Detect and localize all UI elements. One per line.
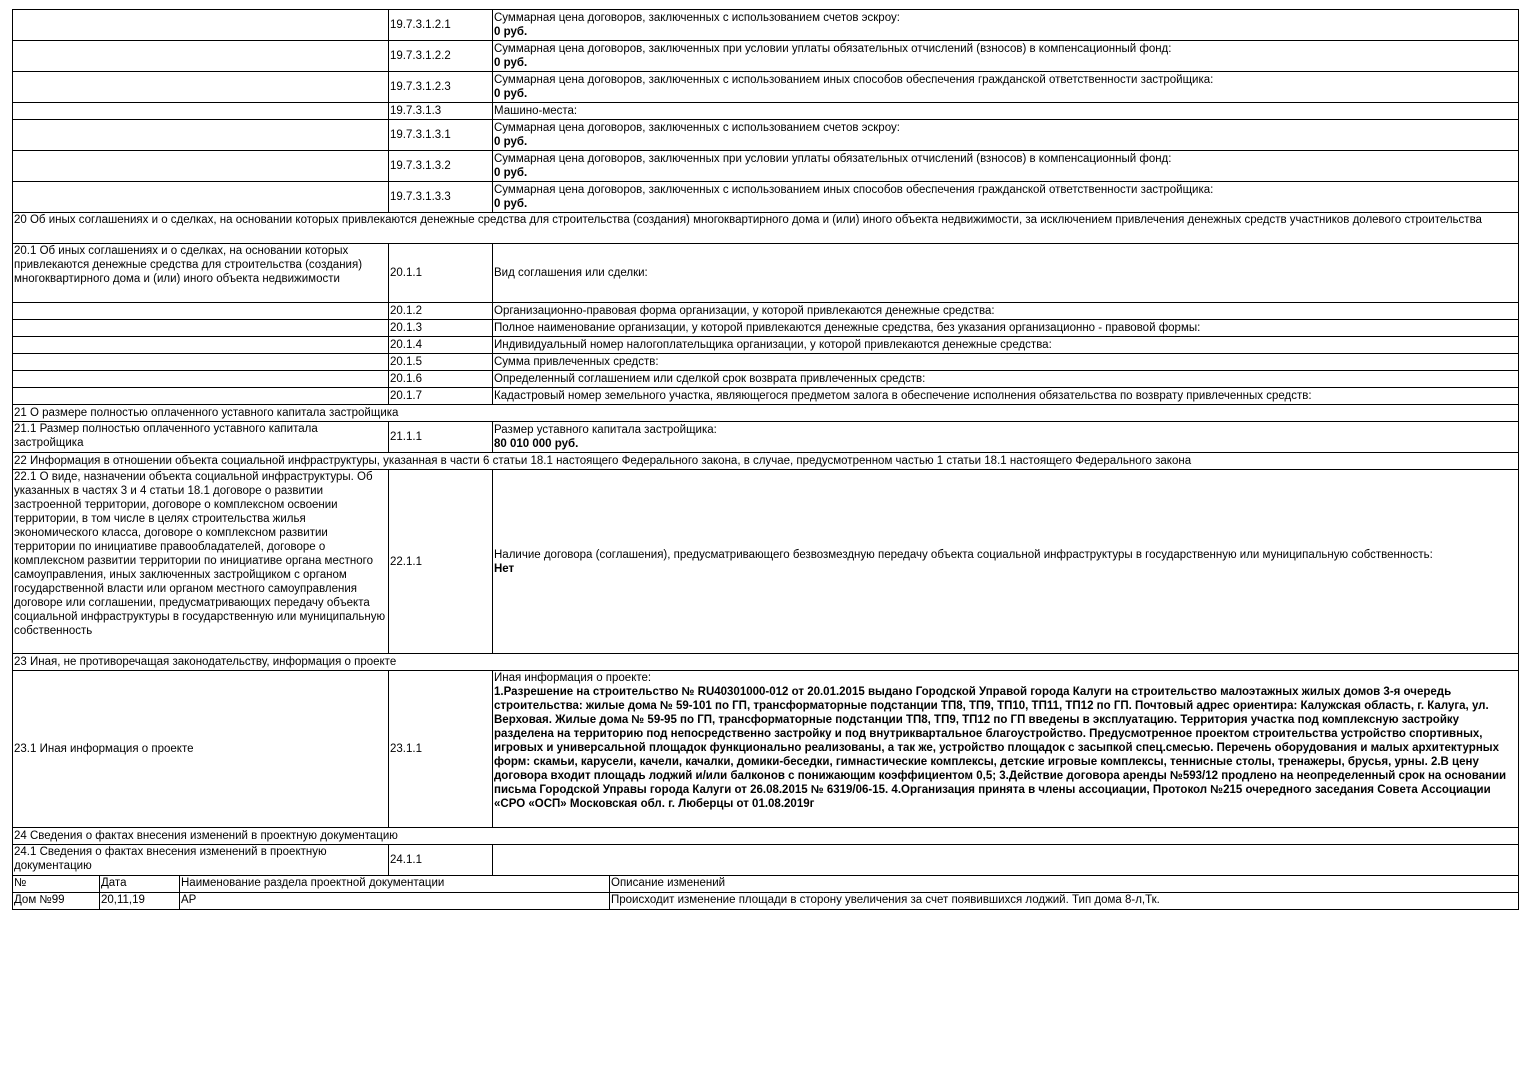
content-cell — [493, 41, 1519, 72]
column-header: Дата — [100, 876, 180, 893]
table-row — [13, 320, 1519, 337]
content-cell — [493, 182, 1519, 213]
content-cell: Полное наименование организации, у которой привлекаются денежные средства, без указания организационно - правовой формы: — [493, 320, 1519, 337]
section-header-row — [13, 213, 1519, 244]
field-text: Суммарная цена договоров, заключенных при условии уплаты обязательных отчислений (взносов) в компенсационный фонд: — [494, 153, 1172, 165]
content-cell — [493, 671, 1519, 828]
label-cell — [13, 41, 389, 72]
table-row — [13, 845, 1519, 876]
code-cell: 19.7.3.1.3.3 — [389, 182, 493, 213]
label-cell — [13, 371, 389, 388]
content-cell: Кадастровый номер земельного участка, являющегося предметом залога в обеспечение исполнения обязательства по возврату привлеченных средств: — [493, 388, 1519, 405]
code-cell: 20.1.1 — [389, 244, 493, 303]
table-row — [13, 470, 1519, 654]
field-value: 0 руб. — [494, 26, 528, 38]
section-23-sublabel: 23.1 Иная информация о проекте — [13, 671, 389, 828]
content-cell: Индивидуальный номер налогоплательщика организации, у которой привлекаются денежные средства: — [493, 337, 1519, 354]
label-cell — [13, 120, 389, 151]
code-cell: 20.1.2 — [389, 303, 493, 320]
field-value: 0 руб. — [494, 88, 528, 100]
table-row — [13, 41, 1519, 72]
content-cell — [493, 10, 1519, 41]
section-24-sublabel: 24.1 Сведения о фактах внесения изменений в проектную документацию — [13, 845, 389, 876]
field-text: Суммарная цена договоров, заключенных с использованием иных способов обеспечения гражданской ответственности застройщика: — [494, 184, 1214, 196]
field-value: 0 руб. — [494, 198, 528, 210]
code-cell: 20.1.5 — [389, 354, 493, 371]
section-22-header: 22 Информация в отношении объекта социальной инфраструктуры, указанная в части 6 статьи 18.1 настоящего Федерального закона, в случае, предусмотренном частью 1 статьи 18.1 настоящего Федерального закона — [13, 453, 1519, 470]
section-21-sublabel: 21.1 Размер полностью оплаченного уставного капитала застройщика — [13, 422, 389, 453]
content-cell — [493, 422, 1519, 453]
content-cell — [493, 470, 1519, 654]
section-20-sublabel: 20.1 Об иных соглашениях и о сделках, на основании которых привлекаются денежные средства для строительства (создания) многоквартирного дома и (или) иного объекта недвижимости — [13, 244, 389, 303]
section-21-header: 21 О размере полностью оплаченного уставного капитала застройщика — [13, 405, 1519, 422]
label-cell — [13, 388, 389, 405]
declaration-table — [12, 9, 1519, 876]
table-row — [13, 671, 1519, 828]
code-cell: 19.7.3.1.3 — [389, 103, 493, 120]
code-cell: 21.1.1 — [389, 422, 493, 453]
table-row — [13, 151, 1519, 182]
section-header-row — [13, 828, 1519, 845]
field-value: 0 руб. — [494, 136, 528, 148]
label-cell — [13, 354, 389, 371]
code-cell: 19.7.3.1.2.1 — [389, 10, 493, 41]
code-cell: 20.1.7 — [389, 388, 493, 405]
table-row — [13, 893, 1519, 910]
content-cell — [493, 120, 1519, 151]
content-cell: Вид соглашения или сделки: — [493, 244, 1519, 303]
code-cell: 20.1.6 — [389, 371, 493, 388]
field-value: 1.Разрешение на строительство № RU40301000-012 от 20.01.2015 выдано Городской Управой города Калуги на строительство малоэтажных жилых домов 3-я очередь строительства: жилые дома № 59-101 по ГП, трансформаторные подстанции ТП8, ТП9, ТП10, ТП11, ТП12 по ГП. Почтовый адрес ориентира: Калужская область, г. Калуга, ул. Верховая. Жилые дома № 59-95 по ГП, трансформаторные подстанции ТП8, ТП9, ТП12 по ГП введены в эксплуатацию. Территория участка под комплексную застройку разделена на территорию под непосредственно застройку и под внутриквартальное благоустройство. Предусмотренное проектом строительства устройство спортивных, игровых и универсальной площадок функционально реализованы, а так же, устройство площадок с засыпкой спец.смесью. Перечень оборудования и малых архитектурных форм: скамьи, карусели, качели, качалки, домики-беседки, гимнастические комплексы, детские игровые комплексы, теннисные столы, тренажеры, брусья, урны. 2.В цену договора входит площадь лоджий и/или балконов с понижающим коэффициентом 0,5; 3.Действие договора аренды №593/12 продлено на неопределенный срок на основании письма Городской Управы города Калуги от 26.08.2015 № 6319/06-15. 4.Организация принята в члены ассоциации, Протокол №215 очередного заседания Совета Ассоциации «СРО «ОСП» Московская обл. г. Люберцы от 01.08.2019г — [494, 686, 1507, 810]
code-cell: 20.1.3 — [389, 320, 493, 337]
code-cell: 19.7.3.1.2.2 — [389, 41, 493, 72]
changes-cell: 20,11,19 — [100, 893, 180, 910]
content-cell — [493, 103, 1519, 120]
changes-table — [12, 875, 1519, 910]
label-cell — [13, 320, 389, 337]
content-cell — [493, 845, 1519, 876]
field-text: Суммарная цена договоров, заключенных с использованием счетов эскроу: — [494, 122, 900, 134]
section-header-row — [13, 654, 1519, 671]
field-text: Суммарная цена договоров, заключенных с использованием иных способов обеспечения гражданской ответственности застройщика: — [494, 74, 1214, 86]
content-cell — [493, 72, 1519, 103]
document-page — [12, 9, 1518, 910]
field-text: Размер уставного капитала застройщика: — [494, 424, 717, 436]
table-row — [13, 10, 1519, 41]
label-cell — [13, 72, 389, 103]
section-22-sublabel: 22.1 О виде, назначении объекта социальной инфраструктуры. Об указанных в частях 3 и 4 статьи 18.1 договоре о развитии застроенной территории, договоре о комплексном освоении территории, в том числе в целях строительства жилья экономического класса, договоре о комплексном развитии территории по инициативе правообладателей, договоре о комплексном развитии территории по инициативе органа местного самоуправления, иных заключенных застройщиком с органом государственной власти или органом местного самоуправления договоре или соглашении, предусматривающих передачу объекта социальной инфраструктуры в государственную или муниципальную собственность — [13, 470, 389, 654]
section-23-header: 23 Иная, не противоречащая законодательству, информация о проекте — [13, 654, 1519, 671]
label-cell — [13, 103, 389, 120]
code-cell: 23.1.1 — [389, 671, 493, 828]
label-cell — [13, 182, 389, 213]
table-row — [13, 422, 1519, 453]
field-value: 80 010 000 руб. — [494, 438, 579, 450]
label-cell — [13, 337, 389, 354]
content-cell: Сумма привлеченных средств: — [493, 354, 1519, 371]
code-cell: 22.1.1 — [389, 470, 493, 654]
changes-cell: Дом №99 — [13, 893, 100, 910]
label-cell — [13, 151, 389, 182]
code-cell: 19.7.3.1.3.1 — [389, 120, 493, 151]
field-text: Машино-места: — [494, 105, 578, 117]
column-header: № — [13, 876, 100, 893]
column-header: Описание изменений — [610, 876, 1519, 893]
section-24-header: 24 Сведения о фактах внесения изменений в проектную документацию — [13, 828, 1519, 845]
code-cell: 20.1.4 — [389, 337, 493, 354]
section-header-row — [13, 453, 1519, 470]
field-text: Суммарная цена договоров, заключенных с использованием счетов эскроу: — [494, 12, 900, 24]
table-row — [13, 103, 1519, 120]
table-row — [13, 388, 1519, 405]
table-row — [13, 244, 1519, 303]
changes-header-row — [13, 876, 1519, 893]
field-value: Нет — [494, 562, 515, 575]
column-header: Наименование раздела проектной документации — [180, 876, 610, 893]
code-cell: 24.1.1 — [389, 845, 493, 876]
changes-cell: АР — [180, 893, 610, 910]
field-value: 0 руб. — [494, 167, 528, 179]
table-row — [13, 354, 1519, 371]
label-cell — [13, 303, 389, 320]
content-cell: Определенный соглашением или сделкой срок возврата привлеченных средств: — [493, 371, 1519, 388]
table-row — [13, 182, 1519, 213]
table-row — [13, 371, 1519, 388]
field-text: Иная информация о проекте: — [494, 672, 652, 684]
section-20-header: 20 Об иных соглашениях и о сделках, на основании которых привлекаются денежные средства для строительства (создания) многоквартирного дома и (или) иного объекта недвижимости, за исключением привлечения денежных средств участников долевого строительства — [13, 213, 1519, 244]
content-cell — [493, 151, 1519, 182]
field-text: Суммарная цена договоров, заключенных при условии уплаты обязательных отчислений (взносов) в компенсационный фонд: — [494, 43, 1172, 55]
table-row — [13, 72, 1519, 103]
label-cell — [13, 10, 389, 41]
table-row — [13, 120, 1519, 151]
field-text: Наличие договора (соглашения), предусматривающего безвозмездную передачу объекта социальной инфраструктуры в государственную или муниципальную собственность: — [494, 548, 1433, 561]
table-row — [13, 303, 1519, 320]
code-cell: 19.7.3.1.3.2 — [389, 151, 493, 182]
code-cell: 19.7.3.1.2.3 — [389, 72, 493, 103]
changes-cell: Происходит изменение площади в сторону увеличения за счет появившихся лоджий. Тип дома 8-л,Тк. — [610, 893, 1519, 910]
content-cell: Организационно-правовая форма организации, у которой привлекаются денежные средства: — [493, 303, 1519, 320]
table-row — [13, 337, 1519, 354]
section-header-row — [13, 405, 1519, 422]
field-value: 0 руб. — [494, 57, 528, 69]
